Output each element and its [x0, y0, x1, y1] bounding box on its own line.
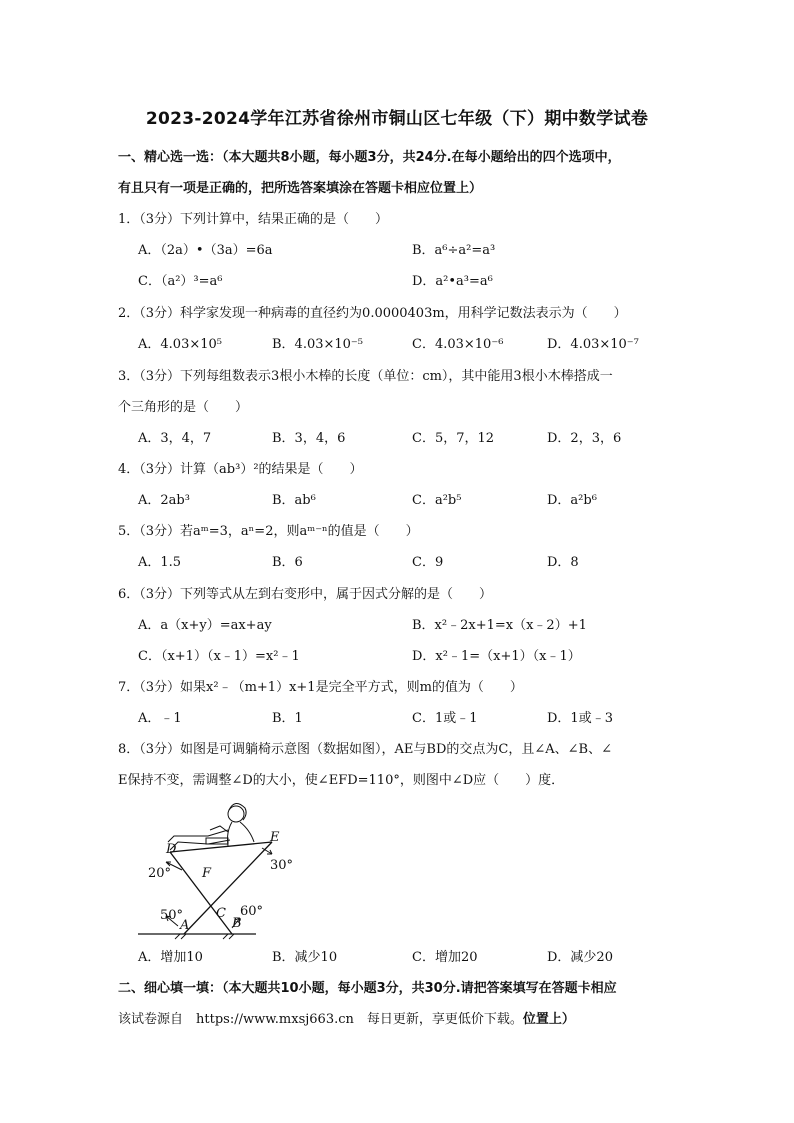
- q4-option-d: D．a²b⁶: [547, 493, 597, 508]
- q4-stem: 4．（3分）计算（ab³）²的结果是（ ）: [118, 462, 363, 477]
- footer-source: 该试卷源自 https://www.mxsj663.cn 每日更新，享更低价下载。: [118, 1012, 523, 1027]
- q3-option-a: A．3，4，7: [138, 431, 212, 446]
- q4-option-c: C．a²b⁵: [412, 493, 462, 508]
- label-a: A: [180, 918, 190, 933]
- label-b: B: [232, 916, 242, 931]
- section1-heading-line1: 一、精心选一选：（本大题共8小题，每小题3分，共24分.在每小题给出的四个选项中，: [118, 150, 621, 165]
- label-angle-30: 30°: [270, 858, 294, 873]
- q5-stem: 5．（3分）若aᵐ=3，aⁿ=2，则aᵐ⁻ⁿ的值是（ ）: [118, 524, 419, 539]
- q7-option-c: C．1或﹣1: [412, 711, 478, 726]
- q8-figure: [136, 800, 296, 940]
- person-sketch: [168, 803, 254, 850]
- footer: [118, 1008, 575, 1027]
- q3-option-b: B．3，4，6: [272, 431, 346, 446]
- q7-stem: 7．（3分）如果x²﹣（m+1）x+1是完全平方式，则m的值为（ ）: [118, 680, 523, 695]
- section1-heading-line2: 有且只有一项是正确的，把所选答案填涂在答题卡相应位置上）: [118, 181, 483, 196]
- label-f: F: [202, 866, 212, 881]
- q6-option-d: D．x²﹣1=（x+1）（x﹣1）: [412, 649, 581, 664]
- page-title: 2023-2024学年江苏省徐州市铜山区七年级（下）期中数学试卷: [145, 109, 649, 129]
- q6-option-b: B．x²﹣2x+1=x（x﹣2）+1: [412, 618, 587, 633]
- ground-hatch: [175, 934, 234, 939]
- q8-option-d: D．减少20: [547, 950, 613, 965]
- label-c: C: [216, 906, 226, 921]
- label-angle-50: 50°: [160, 908, 184, 923]
- q8-option-b: B．减少10: [272, 950, 338, 965]
- label-e: E: [270, 830, 280, 845]
- q6-option-a: A．a（x+y）=ax+ay: [138, 618, 272, 633]
- q8-stem-line2: E保持不变，需调整∠D的大小，使∠EFD=110°，则图中∠D应（ ）度．: [118, 773, 565, 788]
- q5-option-c: C．9: [412, 555, 444, 570]
- q2-stem: 2．（3分）科学家发现一种病毒的直径约为0.0000403m，用科学记数法表示为（ ）: [118, 306, 627, 321]
- q8-option-c: C．增加20: [412, 950, 478, 965]
- q7-option-d: D．1或﹣3: [547, 711, 613, 726]
- footer-tail: 位置上）: [522, 1012, 575, 1027]
- q1-option-a: A．（2a）•（3a）=6a: [138, 243, 273, 258]
- q4-option-a: A．2ab³: [138, 493, 190, 508]
- q1-stem: 1．（3分）下列计算中，结果正确的是（ ）: [118, 212, 389, 227]
- q8-stem-line1: 8．（3分）如图是可调躺椅示意图（数据如图），AE与BD的交点为C，且∠A、∠B、∠: [118, 742, 612, 757]
- q5-option-b: B．6: [272, 555, 303, 570]
- q5-option-d: D．8: [547, 555, 579, 570]
- q1-option-c: C．（a²）³=a⁶: [138, 274, 223, 289]
- q6-stem: 6．（3分）下列等式从左到右变形中，属于因式分解的是（ ）: [118, 587, 493, 602]
- q8-option-a: A．增加10: [138, 950, 203, 965]
- q3-option-d: D．2，3，6: [547, 431, 622, 446]
- q5-option-a: A．1.5: [138, 555, 182, 570]
- q2-option-c: C．4.03×10⁻⁶: [412, 337, 504, 352]
- q3-stem-line2: 个三角形的是（ ）: [118, 400, 249, 415]
- q3-stem-line1: 3．（3分）下列每组数表示3根小木棒的长度（单位：cm），其中能用3根小木棒搭成一: [118, 369, 613, 384]
- label-angle-60: 60°: [240, 904, 264, 919]
- q2-option-a: A．4.03×10⁵: [138, 337, 222, 352]
- q1-option-b: B．a⁶÷a²=a³: [412, 243, 496, 258]
- q1-option-d: D．a²•a³=a⁶: [412, 274, 493, 289]
- q7-option-b: B．1: [272, 711, 303, 726]
- section2-heading: 二、细心填一填：（本大题共10小题，每小题3分，共30分.请把答案填写在答题卡相应: [118, 981, 617, 996]
- q4-option-b: B．ab⁶: [272, 493, 316, 508]
- label-d: D: [166, 842, 177, 857]
- q6-option-c: C．（x+1）（x﹣1）=x²﹣1: [138, 649, 300, 664]
- q3-option-c: C．5，7，12: [412, 431, 495, 446]
- q2-option-d: D．4.03×10⁻⁷: [547, 337, 639, 352]
- label-angle-20: 20°: [148, 866, 172, 881]
- q7-option-a: A．﹣1: [138, 711, 182, 726]
- q2-option-b: B．4.03×10⁻⁵: [272, 337, 364, 352]
